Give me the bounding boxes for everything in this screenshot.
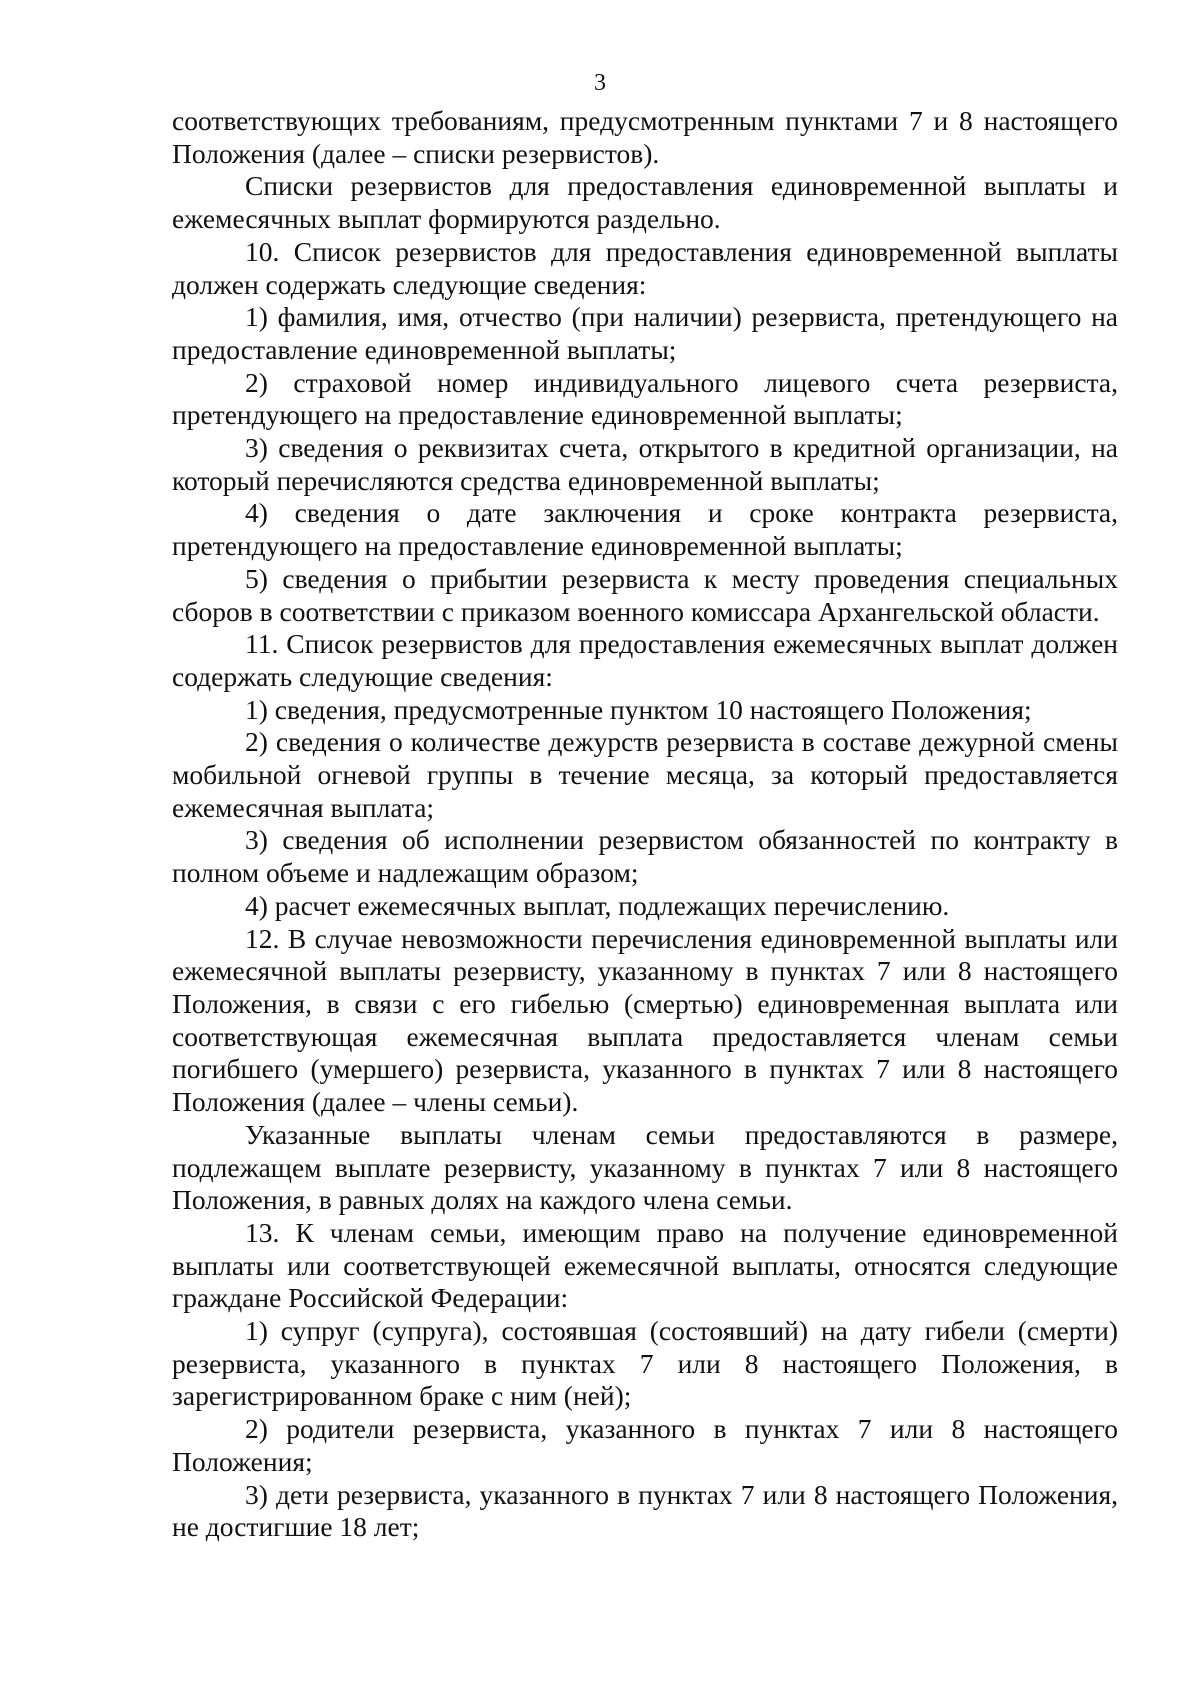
- paragraph-clause-12: 12. В случае невозможности перечисления единовременной выплаты или ежемесячной выплаты резервисту, указанному в пунктах 7 или 8 настоящего Положения, в связи с его гибелью (смертью) единовременная выплата или соответствующая ежемесячная выплата предоставляется членам семьи погибшего (умершего) резервиста, указанного в пунктах 7 или 8 настоящего Положения (далее – члены семьи).: [172, 922, 1118, 1118]
- list-item-13-3: 3) дети резервиста, указанного в пунктах 7 или 8 настоящего Положения, не достигшие 18 лет;: [172, 1478, 1118, 1543]
- list-item-13-1: 1) супруг (супруга), состоявшая (состоявший) на дату гибели (смерти) резервиста, указанного в пунктах 7 или 8 настоящего Положения, в зарегистрированном браке с ним (ней);: [172, 1315, 1118, 1412]
- list-item-11-3: 3) сведения об исполнении резервистом обязанностей по контракту в полном объеме и надлежащим образом;: [172, 824, 1118, 889]
- paragraph-lists-separate: Списки резервистов для предоставления единовременной выплаты и ежемесячных выплат формируются раздельно.: [172, 170, 1118, 235]
- list-item-10-4: 4) сведения о дате заключения и сроке контракта резервиста, претендующего на предоставление единовременной выплаты;: [172, 497, 1118, 562]
- list-item-10-5: 5) сведения о прибытии резервиста к месту проведения специальных сборов в соответствии с приказом военного комиссара Архангельской области.: [172, 562, 1118, 627]
- list-item-10-1: 1) фамилия, имя, отчество (при наличии) резервиста, претендующего на предоставление единовременной выплаты;: [172, 301, 1118, 365]
- page-number: 3: [594, 70, 606, 96]
- list-item-11-1: 1) сведения, предусмотренные пунктом 10 настоящего Положения;: [245, 693, 1032, 725]
- paragraph-continuation: соответствующих требованиям, предусмотренным пунктами 7 и 8 настоящего Положения (далее – списки резервистов).: [172, 105, 1118, 169]
- paragraph-equal-shares: Указанные выплаты членам семьи предоставляются в размере, подлежащем выплате резервисту, указанному в пунктах 7 или 8 настоящего Положения, в равных долях на каждого члена семьи.: [172, 1118, 1118, 1216]
- list-item-10-2: 2) страховой номер индивидуального лицевого счета резервиста, претендующего на предоставление единовременной выплаты;: [172, 366, 1118, 431]
- paragraph-clause-13: 13. К членам семьи, имеющим право на получение единовременной выплаты или соответствующей ежемесячной выплаты, относятся следующие граждане Российской Федерации:: [172, 1216, 1118, 1314]
- list-item-11-2: 2) сведения о количестве дежурств резервиста в составе дежурной смены мобильной огневой группы в течение месяца, за который предоставляется ежемесячная выплата;: [172, 726, 1118, 823]
- document-body: [172, 105, 1118, 1544]
- list-item-10-3: 3) сведения о реквизитах счета, открытого в кредитной организации, на который перечисляются средства единовременной выплаты;: [172, 432, 1118, 496]
- list-item-11-4: 4) расчет ежемесячных выплат, подлежащих перечислению.: [245, 889, 950, 921]
- paragraph-clause-11: 11. Список резервистов для предоставления ежемесячных выплат должен содержать следующие сведения:: [172, 628, 1118, 692]
- list-item-13-2: 2) родители резервиста, указанного в пунктах 7 или 8 настоящего Положения;: [172, 1413, 1118, 1477]
- paragraph-clause-10: 10. Список резервистов для предоставления единовременной выплаты должен содержать следующие сведения:: [172, 235, 1118, 300]
